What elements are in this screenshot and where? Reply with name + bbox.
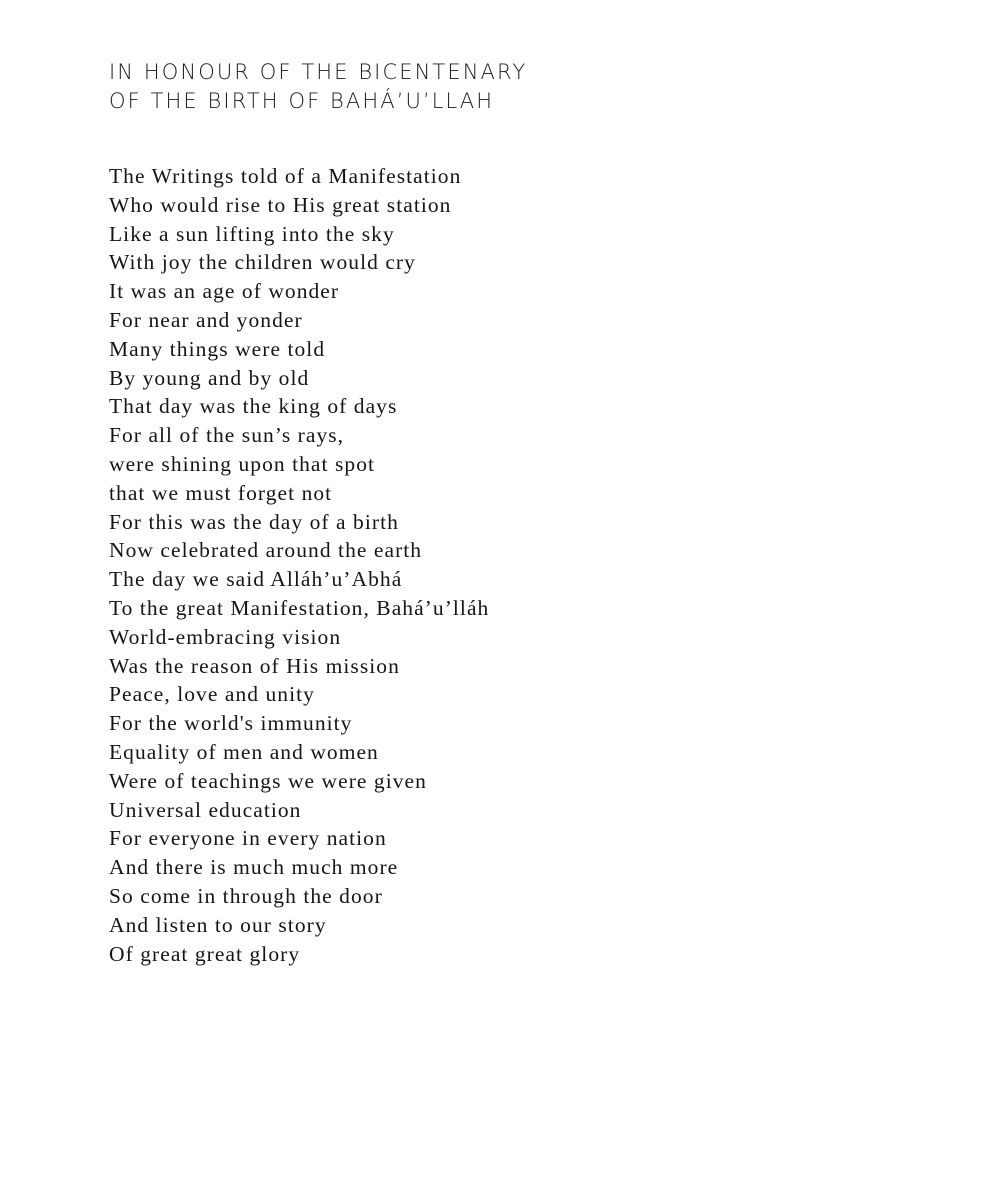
poem-line: were shining upon that spot	[109, 451, 376, 476]
poem-line: Many things were told	[109, 336, 326, 361]
poem-line: For the world's immunity	[109, 711, 353, 736]
title-line: IN HONOUR OF THE BICENTENARY	[109, 60, 528, 84]
poem-line: Like a sun lifting into the sky	[109, 221, 395, 246]
poem-line: For this was the day of a birth	[109, 509, 399, 534]
poem-line: Now celebrated around the earth	[109, 538, 423, 563]
poem-line: That day was the king of days	[109, 394, 398, 419]
poem-line: For all of the sun’s rays,	[109, 423, 345, 448]
poem-line: It was an age of wonder	[109, 279, 340, 304]
title-line: OF THE BIRTH OF BAHÁ’U’LLAH	[109, 89, 495, 113]
poem-page	[109, 58, 1001, 968]
poem-line: Were of teachings we were given	[109, 768, 427, 793]
poem-line: Who would rise to His great station	[109, 192, 452, 217]
poem-line: And listen to our story	[109, 912, 327, 937]
poem-title	[109, 58, 1001, 116]
poem-line: For everyone in every nation	[109, 826, 387, 851]
poem-line: To the great Manifestation, Bahá’u’lláh	[109, 595, 490, 620]
poem-line: And there is much much more	[109, 855, 399, 880]
poem-line: For near and yonder	[109, 307, 303, 332]
poem-line: Universal education	[109, 797, 302, 822]
poem-line: World-embracing vision	[109, 624, 342, 649]
poem-line: that we must forget not	[109, 480, 333, 505]
poem-body	[109, 162, 1001, 968]
poem-line: The Writings told of a Manifestation	[109, 164, 462, 188]
poem-line: The day we said Alláh’u’Abhá	[109, 567, 403, 592]
poem-line: Equality of men and women	[109, 739, 379, 764]
poem-line: So come in through the door	[109, 883, 383, 908]
poem-line: Peace, love and unity	[109, 682, 315, 707]
poem-line: With joy the children would cry	[109, 250, 416, 275]
poem-line: Of great great glory	[109, 941, 301, 966]
poem-line: By young and by old	[109, 365, 310, 390]
poem-line: Was the reason of His mission	[109, 653, 400, 678]
